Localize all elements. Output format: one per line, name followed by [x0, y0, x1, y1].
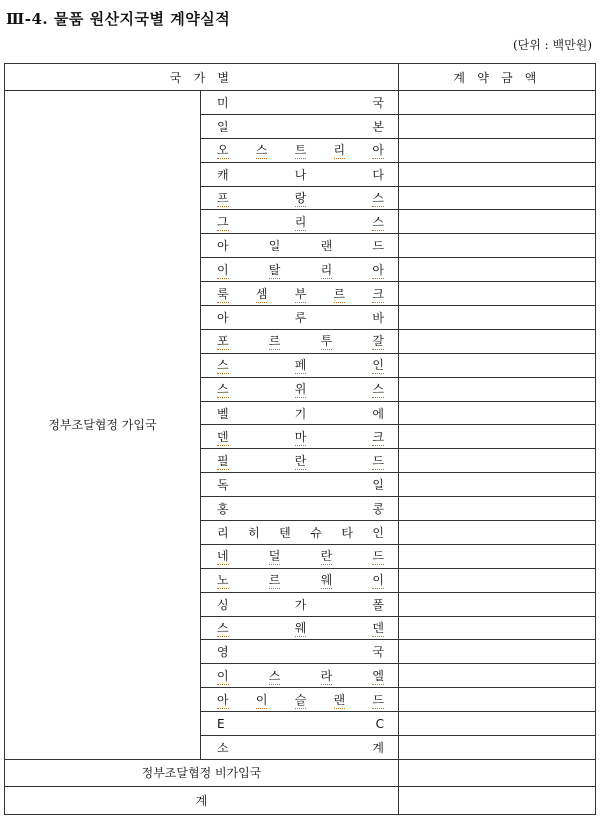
country-cell — [201, 544, 399, 568]
non-member-label: 정부조달협정 비가입국 — [5, 759, 399, 786]
country-name: 오 스 트 리 아 — [217, 143, 384, 158]
country-cell — [201, 353, 399, 377]
country-cell — [201, 138, 399, 162]
amount-cell — [399, 186, 596, 210]
country-name: 소 계 — [217, 740, 384, 755]
header-amount: 계 약 금 액 — [399, 64, 596, 91]
country-cell — [201, 568, 399, 592]
country-cell — [201, 736, 399, 760]
country-cell — [201, 282, 399, 306]
country-cell — [201, 401, 399, 425]
country-cell — [201, 186, 399, 210]
amount-cell — [399, 616, 596, 640]
country-cell — [201, 592, 399, 616]
amount-cell — [399, 353, 596, 377]
country-name: 일 본 — [217, 119, 384, 134]
amount-cell — [399, 736, 596, 760]
country-name: E C — [217, 716, 384, 731]
country-name: 스 위 스 — [217, 382, 384, 397]
country-cell — [201, 712, 399, 736]
country-name: 스 페 인 — [217, 358, 384, 373]
country-name: 독 일 — [217, 478, 384, 493]
amount-cell — [399, 114, 596, 138]
amount-cell — [399, 568, 596, 592]
page-title: Ⅲ-4. 물품 원산지국별 계약실적 — [6, 10, 231, 28]
country-cell — [201, 425, 399, 449]
amount-cell — [399, 664, 596, 688]
country-name: 미 국 — [217, 95, 384, 110]
contract-table — [4, 63, 596, 815]
non-member-amount — [399, 759, 596, 786]
amount-cell — [399, 544, 596, 568]
country-cell — [201, 377, 399, 401]
country-name: 홍 콩 — [217, 502, 384, 517]
country-name: 이 스 라 엘 — [217, 668, 384, 683]
country-cell — [201, 664, 399, 688]
country-cell — [201, 449, 399, 473]
amount-cell — [399, 473, 596, 497]
country-cell — [201, 306, 399, 330]
country-cell — [201, 521, 399, 545]
country-cell — [201, 329, 399, 353]
amount-cell — [399, 282, 596, 306]
country-name: 싱 가 폴 — [217, 597, 384, 612]
amount-cell — [399, 377, 596, 401]
amount-cell — [399, 401, 596, 425]
country-name: 프 랑 스 — [217, 191, 384, 205]
country-name: 캐 나 다 — [217, 167, 384, 182]
table-header-row — [5, 64, 596, 91]
table-row — [5, 91, 596, 115]
amount-cell — [399, 688, 596, 712]
amount-cell — [399, 138, 596, 162]
amount-cell — [399, 258, 596, 282]
country-cell — [201, 688, 399, 712]
country-name: 포 르 투 갈 — [217, 334, 384, 349]
country-cell — [201, 258, 399, 282]
country-name: 영 국 — [217, 645, 384, 660]
country-cell — [201, 473, 399, 497]
amount-cell — [399, 497, 596, 521]
group-label: 정부조달협정 가입국 — [5, 91, 201, 760]
country-name: 스 웨 덴 — [217, 621, 384, 636]
non-member-row — [5, 759, 596, 786]
country-cell — [201, 210, 399, 234]
country-cell — [201, 91, 399, 115]
amount-cell — [399, 91, 596, 115]
amount-cell — [399, 425, 596, 449]
amount-cell — [399, 306, 596, 330]
total-amount — [399, 786, 596, 814]
amount-cell — [399, 162, 596, 186]
country-name: 룩 셈 부 르 크 — [217, 286, 384, 301]
amount-cell — [399, 234, 596, 258]
country-cell — [201, 497, 399, 521]
country-name: 리 히 텐 슈 타 인 — [217, 525, 384, 540]
country-cell — [201, 234, 399, 258]
total-row — [5, 786, 596, 814]
country-name: 덴 마 크 — [217, 429, 384, 444]
amount-cell — [399, 210, 596, 234]
country-name: 필 란 드 — [217, 453, 384, 468]
amount-cell — [399, 449, 596, 473]
country-cell — [201, 162, 399, 186]
header-country: 국 가 별 — [5, 64, 399, 91]
country-cell — [201, 616, 399, 640]
unit-note: (단위 : 백만원) — [513, 38, 592, 52]
amount-cell — [399, 329, 596, 353]
country-name: 노 르 웨 이 — [217, 573, 384, 588]
country-name: 아 이 슬 랜 드 — [217, 692, 384, 707]
country-cell — [201, 114, 399, 138]
country-name: 이 탈 리 아 — [217, 262, 384, 277]
amount-cell — [399, 712, 596, 736]
country-name: 아 일 랜 드 — [217, 239, 384, 254]
country-name: 그 리 스 — [217, 214, 384, 229]
country-name: 네 덜 란 드 — [217, 549, 384, 564]
country-cell — [201, 640, 399, 664]
total-label: 계 — [5, 786, 399, 814]
table-body — [5, 91, 596, 815]
amount-cell — [399, 521, 596, 545]
amount-cell — [399, 640, 596, 664]
amount-cell — [399, 592, 596, 616]
country-name: 벨 기 에 — [217, 406, 384, 421]
country-name: 아 루 바 — [217, 310, 384, 325]
